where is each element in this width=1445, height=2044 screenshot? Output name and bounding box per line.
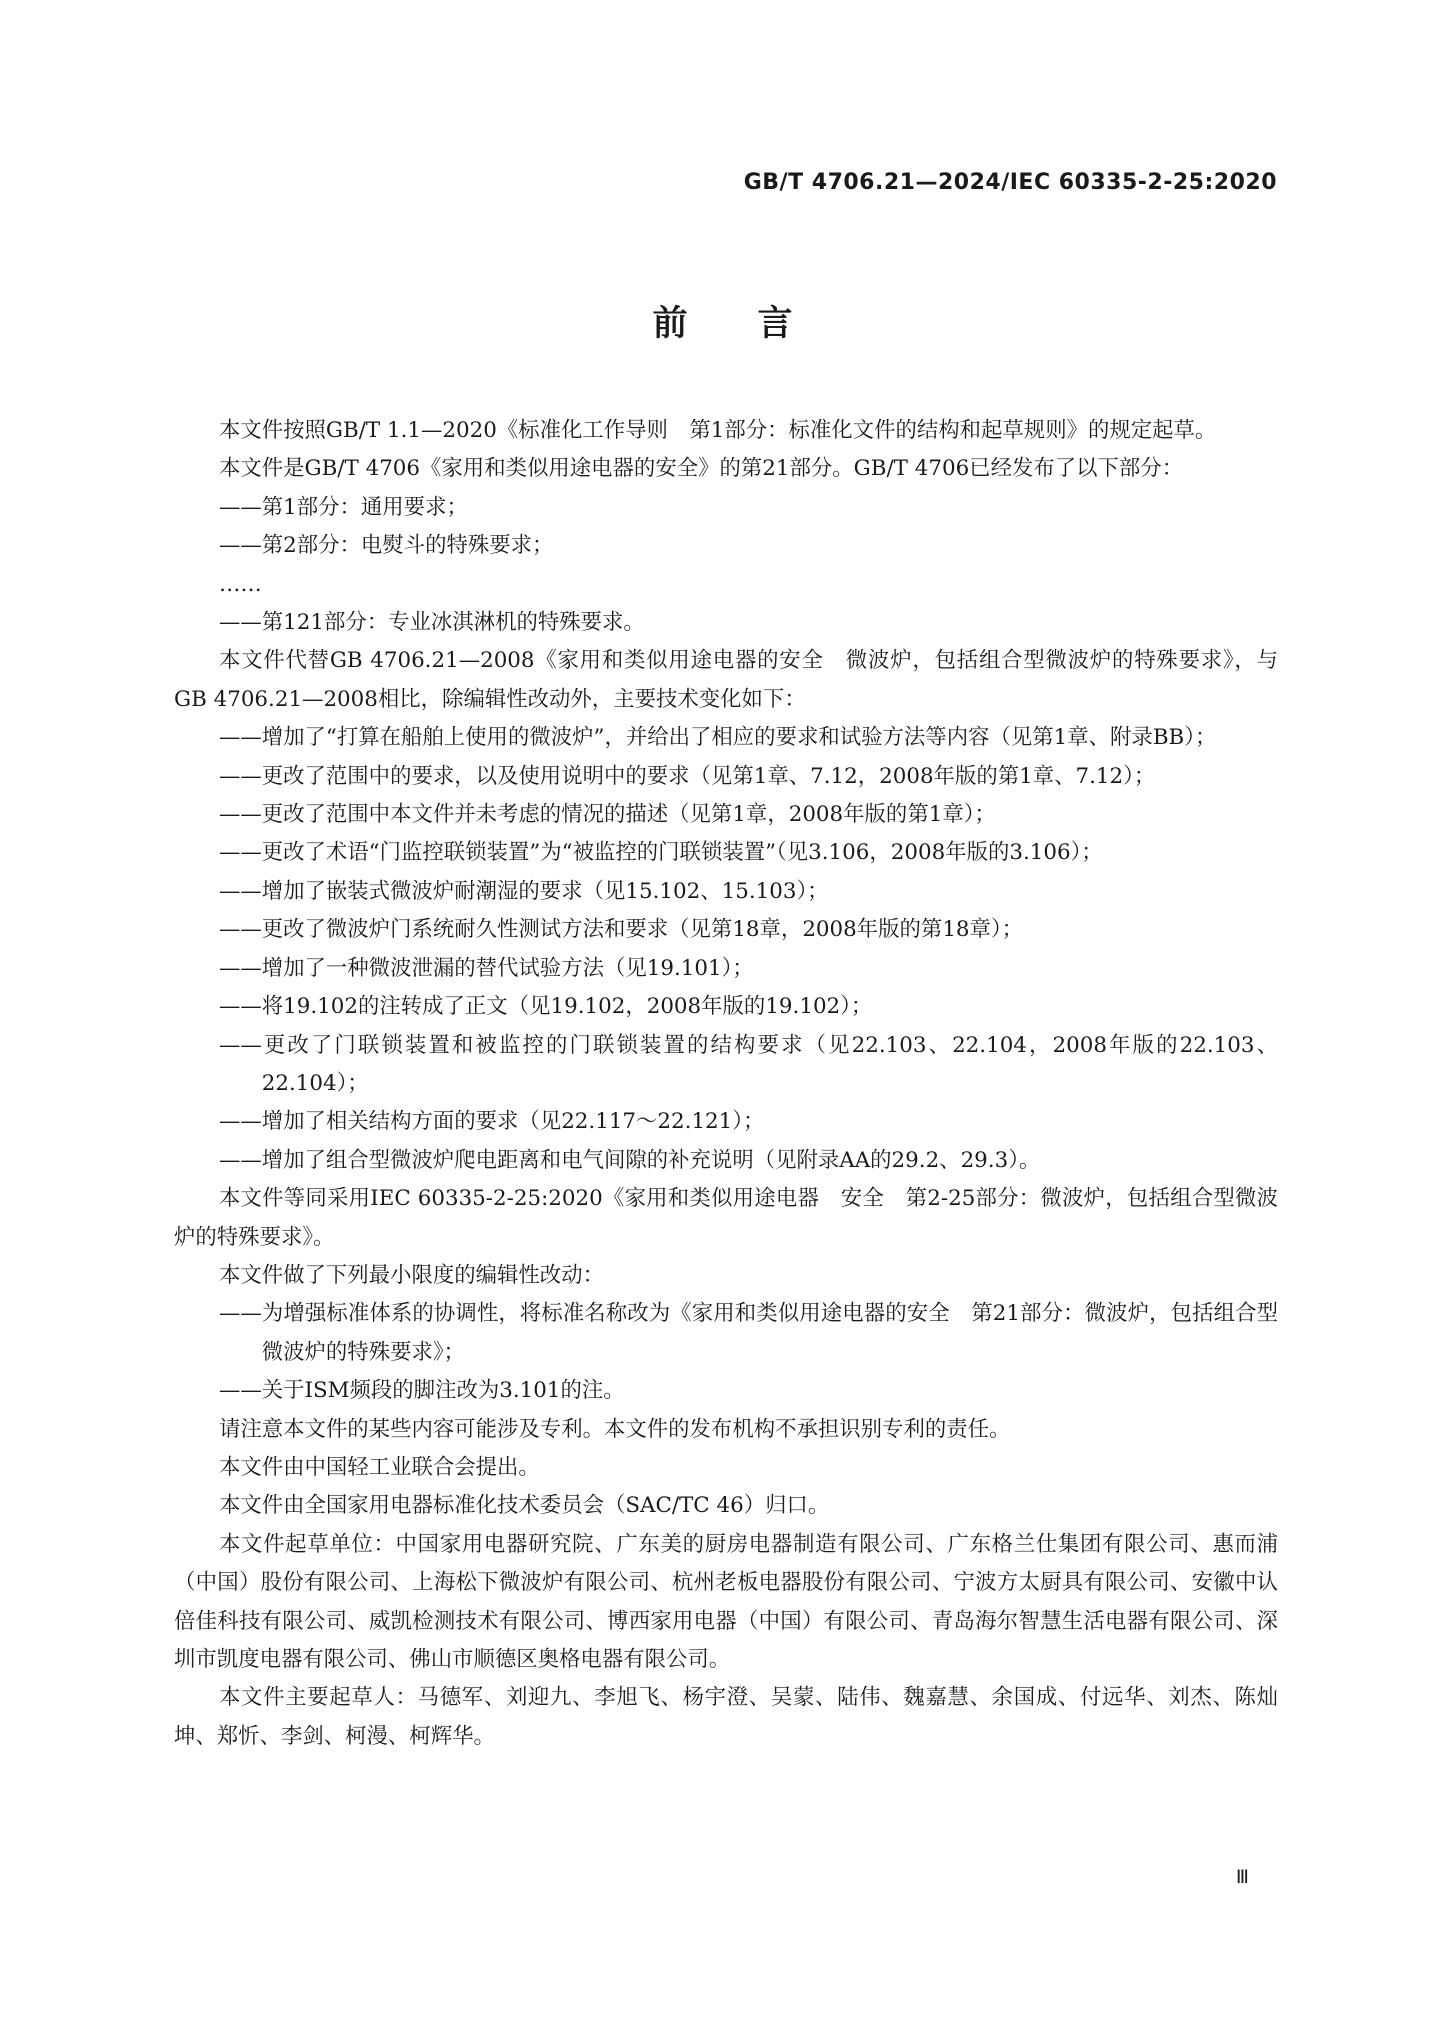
paragraph-editorial-changes: 本文件做了下列最小限度的编辑性改动： (218, 1262, 604, 1288)
paragraph-equivalent-adoption: 本文件等同采用IEC 60335-2-25:2020《家用和类似用途电器 安全 第2-25部分：微波炉，包括组合型微波炉的特殊要求》。 (174, 1186, 1278, 1250)
list-item: ——增加了相关结构方面的要求（见22.117～22.121）； (218, 1109, 765, 1135)
page-title: 前言 (652, 304, 863, 344)
list-item: ——第2部分：电熨斗的特殊要求； (218, 533, 554, 559)
list-item: ——更改了术语“门监控联锁装置”为“被监控的门联锁装置”（见3.106，2008年版的3.106）； (218, 840, 1103, 866)
list-item: ——增加了嵌装式微波炉耐潮湿的要求（见15.102、15.103）； (218, 878, 829, 904)
list-item: ——更改了微波炉门系统耐久性测试方法和要求（见第18章，2008年版的第18章）； (218, 917, 1024, 943)
paragraph-drafting-rules: 本文件按照GB/T 1.1—2020《标准化工作导则 第1部分：标准化文件的结构和起草规则》的规定起草。 (218, 418, 1217, 443)
paragraph-technical-committee: 本文件由全国家用电器标准化技术委员会（SAC/TC 46）归口。 (218, 1493, 830, 1519)
list-item: ——增加了“打算在船舶上使用的微波炉”，并给出了相应的要求和试验方法等内容（见第1章、附录BB）； (218, 725, 1217, 751)
list-item: ——为增强标准体系的协调性，将标准名称改为《家用和类似用途电器的安全 第21部分：微波炉，包括组合型微波炉的特殊要求》； (218, 1301, 1278, 1365)
page-number: Ⅲ (1235, 1866, 1249, 1888)
technical-changes-list (174, 719, 1278, 1180)
paragraph-replaces: 本文件代替GB 4706.21—2008《家用和类似用途电器的安全 微波炉，包括组合型微波炉的特殊要求》，与GB 4706.21—2008相比，除编辑性改动外，主要技术变化如下： (174, 648, 1278, 712)
list-item: ——关于ISM频段的脚注改为3.101的注。 (218, 1378, 625, 1404)
paragraph-patent-notice: 请注意本文件的某些内容可能涉及专利。本文件的发布机构不承担识别专利的责任。 (218, 1416, 1011, 1442)
paragraph-series-part: 本文件是GB/T 4706《家用和类似用途电器的安全》的第21部分。GB/T 4706已经发布了以下部分： (218, 456, 1184, 482)
published-parts-list (174, 489, 1278, 643)
list-item: ——第121部分：专业冰淇淋机的特殊要求。 (218, 610, 645, 636)
editorial-changes-list (174, 1295, 1278, 1410)
list-item: ——第1部分：通用要求； (218, 494, 468, 520)
list-item: ——更改了门联锁装置和被监控的门联锁装置的结构要求（见22.103、22.104，2008年版的22.103、22.104）； (218, 1032, 1278, 1096)
standard-code: GB/T 4706.21—2024/IEC 60335-2-25:2020 (743, 170, 1277, 195)
list-item: ——更改了范围中的要求，以及使用说明中的要求（见第1章、7.12，2008年版的第1章、7.12）； (218, 763, 1156, 789)
list-item: ——增加了一种微波泄漏的替代试验方法（见19.101）； (218, 955, 754, 981)
paragraph-drafting-units: 本文件起草单位：中国家用电器研究院、广东美的厨房电器制造有限公司、广东格兰仕集团有限公司、惠而浦（中国）股份有限公司、上海松下微波炉有限公司、杭州老板电器股份有限公司、宁波方太厨具有限公司、安徽中认倍佳科技有限公司、威凯检测技术有限公司、博西家用电器（中国）有限公司、青岛海尔智慧生活电器有限公司、深圳市凯度电器有限公司、佛山市顺德区奥格电器有限公司。 (174, 1531, 1278, 1672)
list-item: …… (218, 571, 262, 597)
list-item: ——更改了范围中本文件并未考虑的情况的描述（见第1章，2008年版的第1章）； (218, 802, 996, 828)
foreword-body (174, 412, 1278, 1756)
list-item: ——增加了组合型微波炉爬电距离和电气间隙的补充说明（见附录AA的29.2、29.3）。 (218, 1147, 1041, 1173)
list-item: ——将19.102的注转成了正文（见19.102，2008年版的19.102）； (218, 994, 873, 1020)
paragraph-proposed-by: 本文件由中国轻工业联合会提出。 (218, 1454, 540, 1480)
paragraph-drafters: 本文件主要起草人：马德军、刘迎九、李旭飞、杨宇澄、吴蒙、陆伟、魏嘉慧、余国成、付远华、刘杰、陈灿坤、郑忻、李剑、柯漫、柯辉华。 (174, 1685, 1278, 1749)
